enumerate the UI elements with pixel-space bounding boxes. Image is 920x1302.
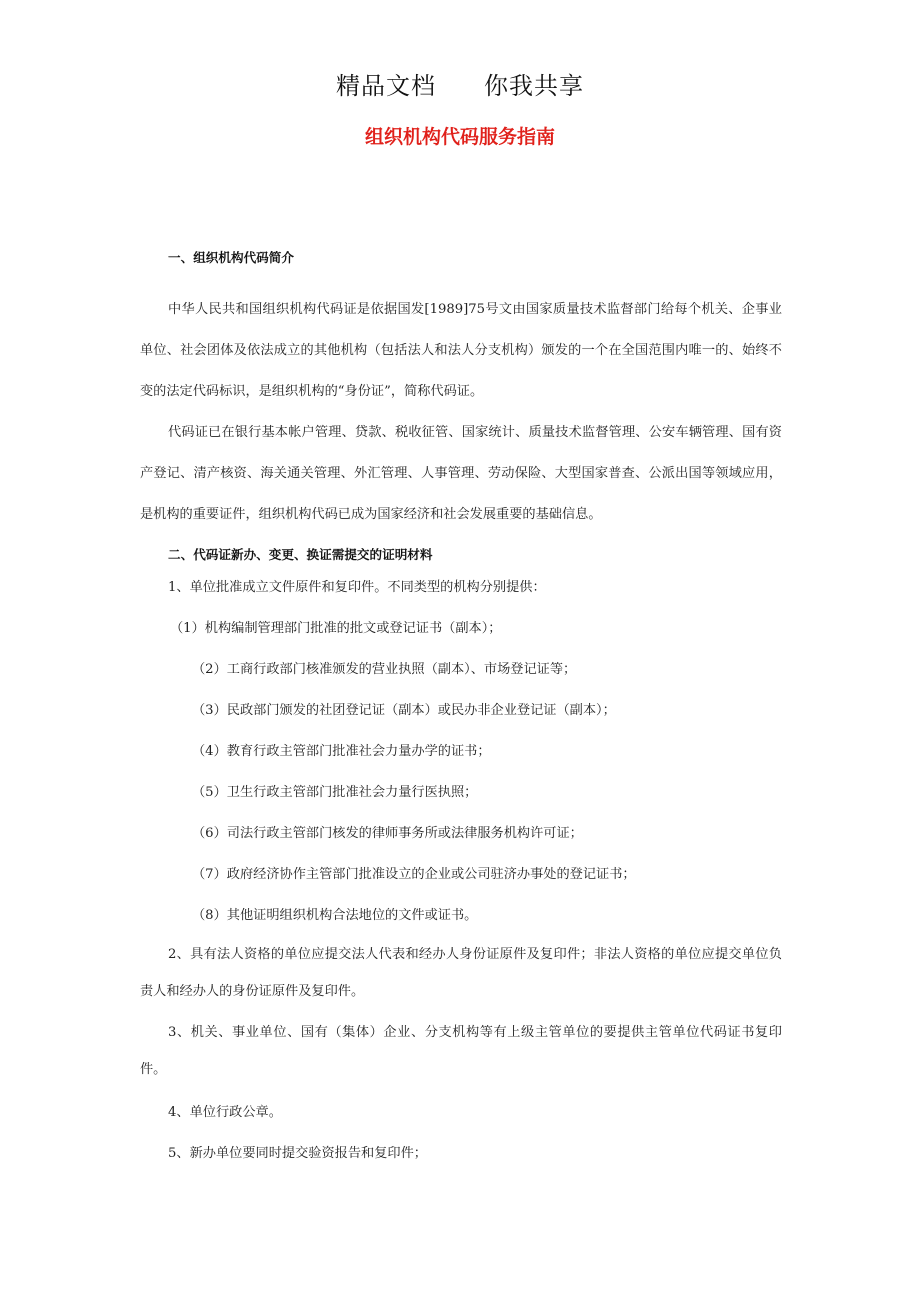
sub-item-2: （2）工商行政部门核准颁发的营业执照（副本）、市场登记证等；	[192, 662, 577, 677]
section-heading-intro: 一、组织机构代码简介	[168, 250, 294, 265]
sub-item-7: （7）政府经济协作主管部门批准设立的企业或公司驻济办事处的登记证书；	[192, 867, 636, 882]
sub-item-4: （4）教育行政主管部门批准社会力量办学的证书；	[192, 744, 491, 759]
sub-item-5: （5）卫生行政主管部门批准社会力量行医执照；	[192, 785, 478, 800]
document-body	[140, 248, 782, 1174]
document-title: 组织机构代码服务指南	[364, 126, 555, 148]
list-item-2: 2、具有法人资格的单位应提交法人代表和经办人身份证原件及复印件；非法人资格的单位应提交单位负责人和经办人的身份证原件及复印件。	[140, 947, 782, 999]
list-item-3: 3、机关、事业单位、国有（集体）企业、分支机构等有上级主管单位的要提供主管单位代码证书复印件。	[140, 1025, 782, 1077]
list-item-5: 5、新办单位要同时提交验资报告和复印件；	[168, 1146, 427, 1161]
list-item-4: 4、单位行政公章。	[168, 1105, 282, 1120]
sub-item-6: （6）司法行政主管部门核发的律师事务所或法律服务机构许可证；	[192, 826, 583, 841]
list-item-1: 1、单位批准成立文件原件和复印件。不同类型的机构分别提供：	[168, 580, 546, 595]
paragraph-intro-2: 代码证已在银行基本帐户管理、贷款、税收征管、国家统计、质量技术监督管理、公安车辆管理、国有资产登记、清产核资、海关通关管理、外汇管理、人事管理、劳动保险、大型国家普查、公派出国等领域应用，是机构的重要证件，组织机构代码已成为国家经济和社会发展重要的基础信息。	[140, 425, 782, 522]
sub-item-3: （3）民政部门颁发的社团登记证（副本）或民办非企业登记证（副本）；	[192, 703, 616, 718]
header-left-text: 精品文档	[336, 72, 436, 100]
page-header	[0, 66, 920, 101]
section-heading-materials: 二、代码证新办、变更、换证需提交的证明材料	[168, 547, 433, 562]
sub-item-8: （8）其他证明组织机构合法地位的文件或证书。	[192, 908, 478, 923]
paragraph-intro-1: 中华人民共和国组织机构代码证是依据国发[1989]75号文由国家质量技术监督部门给每个机关、企事业单位、社会团体及依法成立的其他机构（包括法人和法人分支机构）颁发的一个在全国范围内唯一的、始终不变的法定代码标识，是组织机构的“身份证”，简称代码证。	[140, 302, 782, 399]
sub-item-1: （1）机构编制管理部门批准的批文或登记证书（副本）；	[170, 621, 502, 636]
header-right-text: 你我共享	[484, 72, 584, 100]
